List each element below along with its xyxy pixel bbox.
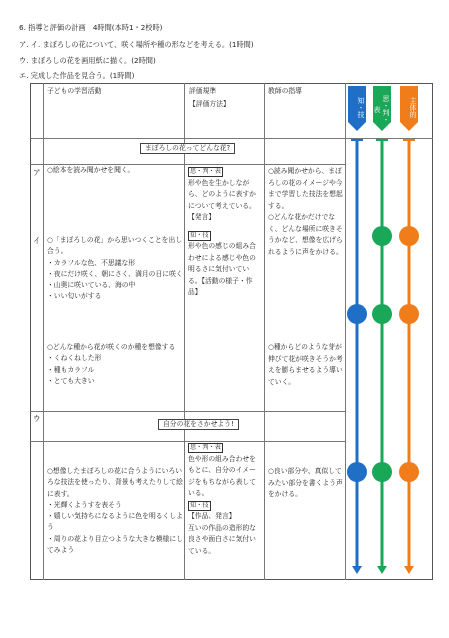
list-item: ○想像したまぼろしの花に合うようにいろいろな技法を使ったり、背景も考えたりして絵に表す。 — [47, 467, 183, 498]
list-item: ・周りの花より目立つような大きな模様にしてみよう — [47, 534, 183, 555]
arrow-down-icon — [352, 566, 362, 574]
criteria-badge: 思・判・表 — [190, 444, 221, 451]
teacher-text: ○良い部分や、真似してみたい部分を書くよう声をかける。 — [268, 467, 343, 498]
list-item: ・種もカラフル — [47, 365, 95, 374]
section-label-a: ア — [33, 168, 41, 177]
eval-point — [399, 304, 419, 324]
eval-point — [372, 226, 392, 246]
criteria-text: 形や色の感じの組み合わせによる感じや色の明るさに気付いている。【活動の様子・作品】 — [188, 242, 256, 296]
eval-tab-label: 思・判・表 — [373, 95, 390, 123]
arrow-down-icon — [377, 566, 387, 574]
criteria-text: 【作品、発言】 — [188, 512, 236, 520]
criteria-text: 色や形の組み合わせをもとに、自分のイメージをもちながら表している。 — [188, 454, 256, 497]
section-label-i: イ — [33, 236, 41, 245]
section-u-title: 自分の花をさかせよう! — [158, 419, 239, 430]
list-item: ・カラフルな色、不思議な形 — [47, 258, 136, 267]
criteria-badge: 知・技 — [190, 231, 209, 239]
criteria-badge: 思・判・表 — [190, 168, 221, 175]
teacher-text: ○種からどのような芽が伸びて花が咲きそうか考えを膨らませるよう導いていく。 — [268, 343, 343, 386]
plan-heading: 6. 指導と評価の計画 4時間(本時1・2校時) — [19, 23, 163, 32]
criteria-text: 形や色を生かしながら、どのように表すかについて考えている。【発言】 — [188, 178, 256, 221]
arrow-down-icon — [404, 566, 414, 574]
list-item: ・夜にだけ咲く、朝にさく、満月の日に咲く — [47, 269, 183, 278]
teacher-column-header: 教師の指導 — [268, 87, 302, 95]
list-item: ・いい匂いがする — [47, 292, 102, 301]
activity-column-header: 子どもの学習活動 — [47, 87, 102, 95]
list-item: ・嬉しい気持ちになるように色を明るくしよう — [47, 512, 183, 532]
list-item: ・くねくねした形 — [47, 354, 102, 363]
criteria-badge: 知・技 — [190, 501, 209, 509]
section-label-u: ウ — [33, 414, 41, 423]
list-item: ・山奥に咲いている、海の中 — [47, 281, 136, 290]
teacher-text: ○どんな花かだけでなく、どんな場所に咲きそうかなど、想像を広げられるように声をかける。 — [268, 213, 343, 256]
list-item: ○どんな種から花が咲くのか種を想像する — [47, 343, 176, 351]
list-item: ○「まぼろしの花」から思いつくことを出し合う。 — [47, 236, 183, 256]
eval-point — [347, 304, 367, 324]
eval-point — [347, 462, 367, 482]
teacher-text: ○読み聞かせから、まぼろしの花のイメージや今まで学習した技法を想起する。 — [268, 167, 343, 210]
eval-point — [399, 226, 419, 246]
plan-item-e: エ. 完成した作品を見合う。(1時間) — [19, 71, 135, 80]
criteria-method-header: 【評価方法】 — [189, 100, 230, 108]
criteria-column-header: 評価規準 — [189, 87, 217, 95]
criteria-text: 互いの作品の造形的な良さや面白さに気付いている。 — [188, 523, 256, 555]
list-item: ・光輝くようすを表そう — [47, 500, 122, 509]
section-a-title: まぼろしの花ってどんな花? — [140, 143, 235, 154]
eval-point — [399, 462, 419, 482]
plan-item-a-i: ア. イ. まぼろしの花について、咲く場所や種の形などを考える。(1時間) — [19, 40, 254, 49]
activity-text: ○絵本を読み聞かせを聞く。 — [47, 166, 135, 174]
eval-tab-label: 知・技 — [357, 96, 365, 118]
list-item: ・とても大きい — [47, 376, 95, 385]
eval-point — [372, 304, 392, 324]
eval-tab-label: 主体的 — [409, 96, 417, 118]
plan-item-u: ウ. まぼろしの花を画用紙に描く。(2時間) — [19, 56, 156, 65]
eval-point — [372, 462, 392, 482]
